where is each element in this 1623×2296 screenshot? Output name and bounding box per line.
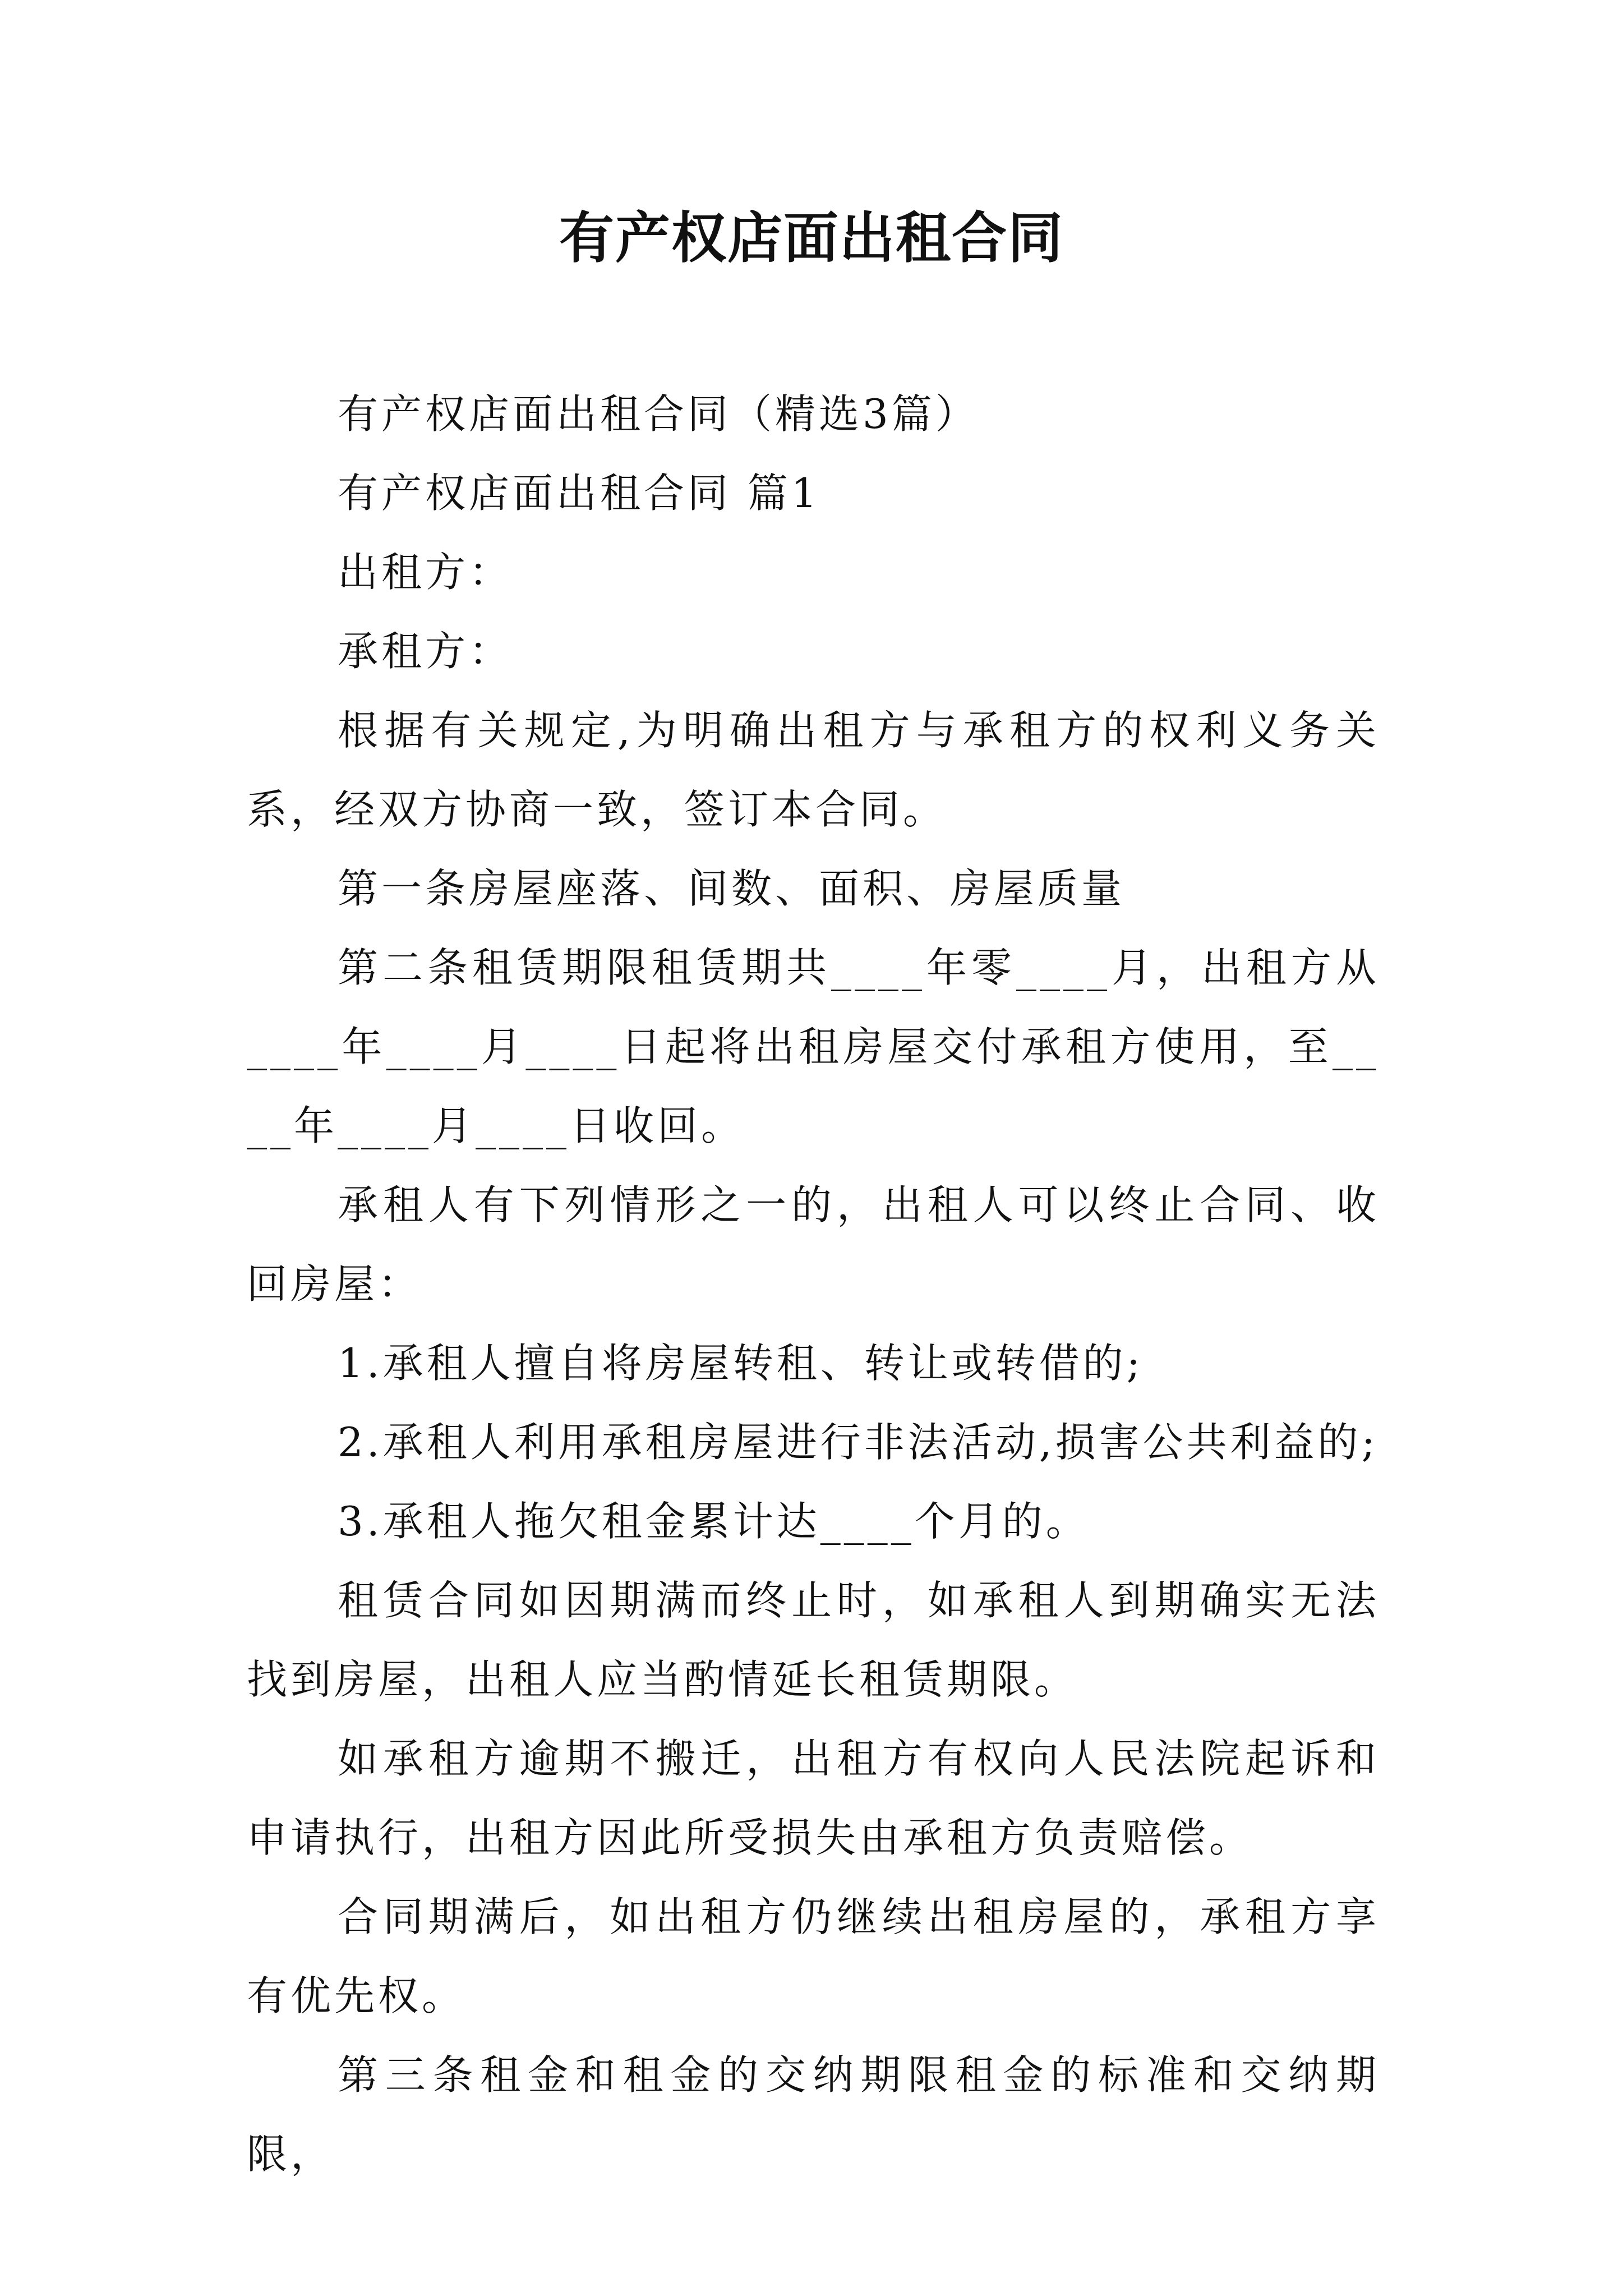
document-body bbox=[247, 375, 1380, 2194]
paragraph-subtitle: 有产权店面出租合同（精选3篇） bbox=[338, 390, 979, 438]
paragraph-lessee: 承租方： bbox=[338, 628, 513, 675]
paragraph-termination-intro: 承租人有下列情形之一的，出租人可以终止合同、收回房屋： bbox=[247, 1181, 1380, 1308]
paragraph-section-heading: 有产权店面出租合同 篇1 bbox=[338, 470, 820, 517]
paragraph-item-1: 1.承租人擅自将房屋转租、转让或转借的; bbox=[338, 1340, 1144, 1387]
paragraph-preamble: 根据有关规定,为明确出租方与承租方的权利义务关系，经双方协商一致，签订本合同。 bbox=[247, 707, 1380, 833]
paragraph-lessor: 出租方： bbox=[338, 549, 513, 596]
paragraph-article-3: 第三条租金和租金的交纳期限租金的标准和交纳期限， bbox=[247, 2051, 1380, 2178]
paragraph-article-2: 第二条租赁期限租赁期共____年零____月，出租方从____年____月____日起将出租房屋交付承租方使用，至____年____月____日收回。 bbox=[247, 944, 1380, 1149]
paragraph-priority: 合同期满后，如出租方仍继续出租房屋的，承租方享有优先权。 bbox=[247, 1893, 1380, 2019]
paragraph-article-1: 第一条房屋座落、间数、面积、房屋质量 bbox=[338, 865, 1126, 912]
document-title: 有产权店面出租合同 bbox=[559, 206, 1064, 270]
paragraph-expiry: 租赁合同如因期满而终止时，如承租人到期确实无法找到房屋，出租人应当酌情延长租赁期限。 bbox=[247, 1577, 1380, 1703]
paragraph-item-2: 2.承租人利用承租房屋进行非法活动,损害公共利益的; bbox=[338, 1419, 1378, 1466]
paragraph-item-3: 3.承租人拖欠租金累计达____个月的。 bbox=[338, 1498, 1090, 1545]
paragraph-overdue: 如承租方逾期不搬迁，出租方有权向人民法院起诉和申请执行，出租方因此所受损失由承租方负责赔偿。 bbox=[247, 1735, 1380, 1861]
